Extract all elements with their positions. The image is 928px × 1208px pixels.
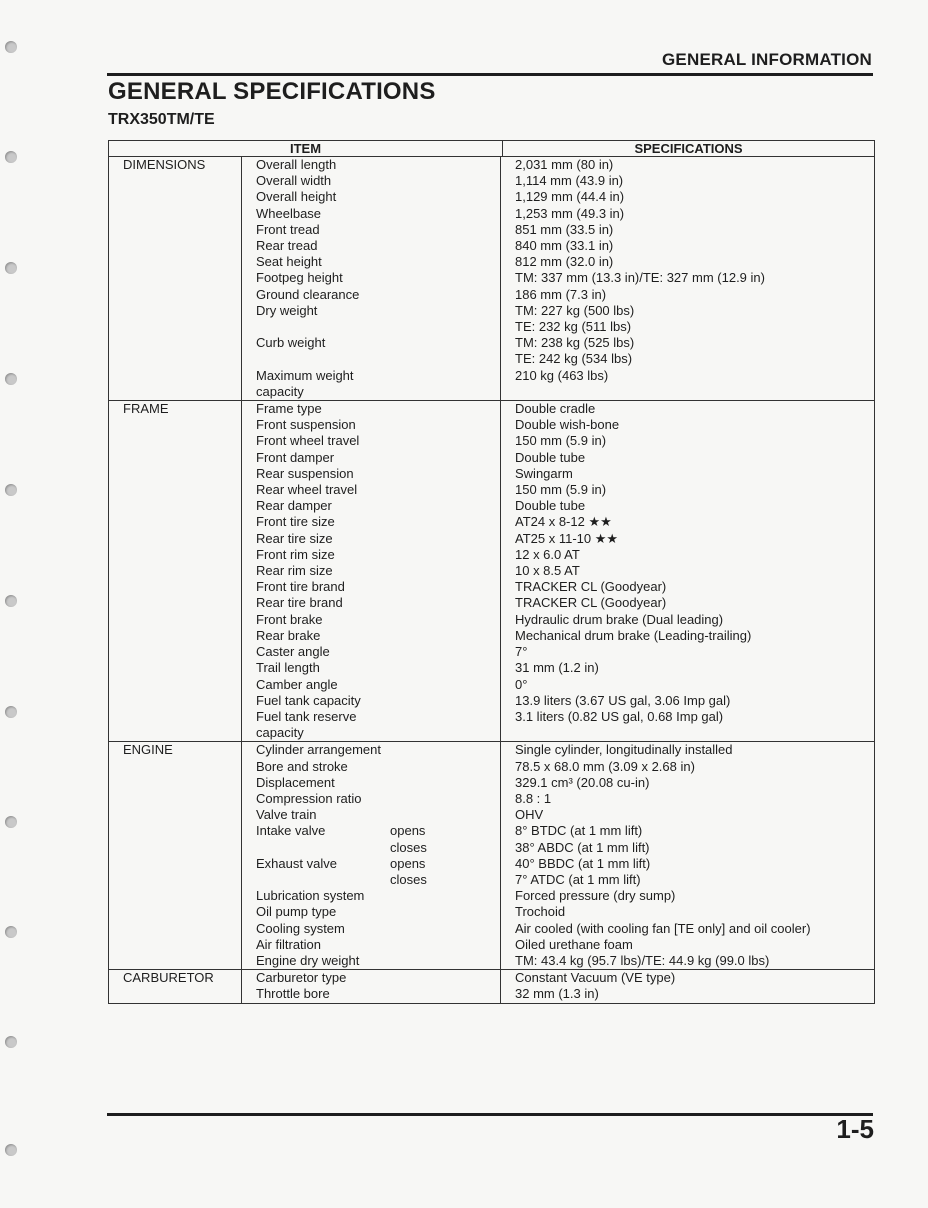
spec-cell: 3.1 liters (0.82 US gal, 0.68 Imp gal)	[515, 708, 724, 724]
item-label: Curb weight	[256, 335, 326, 351]
item-sublabel: closes	[390, 839, 427, 855]
spec-cell: TE: 232 kg (511 lbs)	[515, 319, 632, 335]
spec-cell: Oiled urethane foam	[515, 936, 633, 952]
item-cell	[242, 953, 501, 969]
spec-cell: Double cradle	[515, 401, 596, 417]
item-label: Front damper	[256, 449, 335, 465]
item-sublabel	[390, 660, 500, 676]
table-row	[242, 450, 874, 466]
item-label	[256, 319, 390, 335]
item-cell	[242, 693, 501, 709]
item-cell	[242, 270, 501, 286]
spec-cell: 210 kg (463 lbs)	[515, 367, 609, 383]
table-row	[242, 660, 874, 676]
item-sublabel	[390, 335, 500, 351]
item-sublabel	[390, 612, 500, 628]
table-row	[242, 514, 874, 530]
item-label: Lubrication system	[256, 888, 365, 904]
item-cell	[242, 417, 501, 433]
item-label: Front tire size	[256, 514, 335, 530]
table-group	[109, 742, 874, 970]
item-label: Dry weight	[256, 302, 318, 318]
spec-cell: 13.9 liters (3.67 US gal, 3.06 Imp gal)	[515, 692, 731, 708]
spec-cell: Double tube	[515, 498, 586, 514]
table-row	[242, 791, 874, 807]
table-row	[242, 970, 874, 986]
spec-cell: 1,253 mm (49.3 in)	[515, 205, 625, 221]
item-sublabel	[390, 759, 500, 775]
spec-cell: TM: 337 mm (13.3 in)/TE: 327 mm (12.9 in)	[515, 270, 765, 286]
table-row	[242, 856, 874, 872]
column-header-item: ITEM	[109, 141, 503, 156]
spec-cell: TE: 242 kg (534 lbs)	[515, 351, 633, 367]
item-sublabel	[390, 628, 500, 644]
item-cell	[242, 335, 501, 351]
item-sublabel	[390, 254, 500, 270]
item-sublabel	[390, 303, 500, 319]
spec-cell: Forced pressure (dry sump)	[515, 888, 676, 904]
table-row	[242, 254, 874, 270]
table-row	[242, 937, 874, 953]
item-sublabel	[390, 206, 500, 222]
item-cell	[242, 482, 501, 498]
table-row	[242, 466, 874, 482]
item-label: Ground clearance	[256, 286, 360, 302]
item-label: Front tire brand	[256, 579, 345, 595]
spec-cell: 150 mm (5.9 in)	[515, 482, 607, 498]
binder-hole	[5, 816, 17, 828]
item-label	[256, 840, 390, 856]
item-sublabel	[390, 270, 500, 286]
page-title: GENERAL SPECIFICATIONS	[108, 78, 436, 105]
spec-cell: 812 mm (32.0 in)	[515, 254, 614, 270]
item-label: Throttle bore	[256, 986, 330, 1002]
item-sublabel: closes	[390, 871, 427, 887]
item-sublabel	[390, 401, 500, 417]
table-row	[242, 628, 874, 644]
spec-cell: 329.1 cm³ (20.08 cu-in)	[515, 774, 650, 790]
item-sublabel	[390, 498, 500, 514]
table-row	[242, 270, 874, 286]
table-row	[242, 287, 874, 303]
binder-hole	[5, 41, 17, 53]
table-body	[109, 157, 874, 1003]
item-sublabel	[390, 579, 500, 595]
item-cell	[242, 823, 501, 839]
spec-cell: 32 mm (1.3 in)	[515, 986, 599, 1002]
item-cell	[242, 986, 501, 1002]
item-cell	[242, 433, 501, 449]
item-sublabel	[390, 157, 500, 173]
item-label: Rear tread	[256, 238, 318, 254]
item-sublabel	[390, 222, 500, 238]
item-cell	[242, 921, 501, 937]
item-label: Overall length	[256, 157, 337, 172]
item-label: Displacement	[256, 774, 335, 790]
item-sublabel	[390, 970, 500, 986]
item-label	[256, 872, 390, 888]
table-row	[242, 775, 874, 791]
table-group	[109, 157, 874, 401]
spec-cell: 150 mm (5.9 in)	[515, 433, 607, 449]
spec-cell: 10 x 8.5 AT	[515, 563, 580, 579]
item-cell	[242, 888, 501, 904]
item-label: Trail length	[256, 660, 320, 676]
item-label: Overall width	[256, 173, 332, 189]
table-header	[109, 141, 874, 157]
item-sublabel: opens	[390, 855, 426, 871]
item-cell	[242, 206, 501, 222]
column-header-specifications: SPECIFICATIONS	[634, 141, 743, 156]
item-sublabel	[390, 888, 500, 904]
item-label: Air filtration	[256, 936, 322, 952]
item-cell	[242, 628, 501, 644]
item-label: Rear tire size	[256, 530, 333, 546]
table-row	[242, 953, 874, 969]
item-sublabel	[390, 482, 500, 498]
item-label: Compression ratio	[256, 790, 362, 806]
item-sublabel	[390, 450, 500, 466]
item-sublabel: opens	[390, 823, 426, 839]
item-label: Wheelbase	[256, 205, 322, 221]
item-cell	[242, 612, 501, 628]
spec-cell: TRACKER CL (Goodyear)	[515, 579, 667, 595]
table-row	[242, 677, 874, 693]
binder-hole	[5, 926, 17, 938]
table-row	[242, 547, 874, 563]
item-label: Cylinder arrangement	[256, 742, 382, 758]
spec-cell: 2,031 mm (80 in)	[515, 157, 614, 172]
item-cell	[242, 791, 501, 807]
item-sublabel	[390, 904, 500, 920]
item-cell	[242, 759, 501, 775]
item-sublabel	[390, 368, 500, 400]
binder-hole	[5, 262, 17, 274]
binder-hole	[5, 1144, 17, 1156]
item-cell	[242, 514, 501, 530]
item-cell	[242, 872, 501, 888]
binder-hole	[5, 484, 17, 496]
item-sublabel	[390, 417, 500, 433]
model-title: TRX350TM/TE	[108, 111, 215, 128]
spec-cell: 31 mm (1.2 in)	[515, 660, 599, 676]
item-label: Footpeg height	[256, 270, 343, 286]
item-sublabel	[390, 693, 500, 709]
table-row	[242, 433, 874, 449]
table-group	[109, 401, 874, 742]
item-cell	[242, 222, 501, 238]
item-sublabel	[390, 466, 500, 482]
spec-cell: 12 x 6.0 AT	[515, 546, 580, 562]
spec-cell: AT24 x 8-12 ★★	[515, 514, 612, 530]
item-cell	[242, 368, 501, 400]
table-row	[242, 482, 874, 498]
item-label	[256, 351, 390, 367]
table-row	[242, 579, 874, 595]
table-row	[242, 303, 874, 319]
item-sublabel	[390, 644, 500, 660]
table-row	[242, 759, 874, 775]
item-label: Rear tire brand	[256, 595, 343, 611]
item-cell	[242, 450, 501, 466]
spec-cell: TM: 238 kg (525 lbs)	[515, 335, 635, 351]
item-cell	[242, 254, 501, 270]
item-sublabel	[390, 189, 500, 205]
item-sublabel	[390, 775, 500, 791]
item-cell	[242, 498, 501, 514]
item-sublabel	[390, 433, 500, 449]
item-sublabel	[390, 953, 500, 969]
spec-cell: 8° BTDC (at 1 mm lift)	[515, 823, 643, 839]
table-row	[242, 742, 874, 758]
item-cell	[242, 660, 501, 676]
table-group	[109, 970, 874, 1002]
item-cell	[242, 970, 501, 986]
item-cell	[242, 840, 501, 856]
item-sublabel	[390, 531, 500, 547]
item-cell	[242, 531, 501, 547]
table-row	[242, 807, 874, 823]
item-label: Frame type	[256, 401, 322, 417]
binder-hole	[5, 373, 17, 385]
item-cell	[242, 563, 501, 579]
item-label: Front rim size	[256, 546, 335, 562]
item-sublabel	[390, 986, 500, 1002]
spec-cell: OHV	[515, 807, 544, 823]
item-sublabel	[390, 563, 500, 579]
item-cell	[242, 742, 501, 758]
item-label: Rear suspension	[256, 465, 354, 481]
table-row	[242, 206, 874, 222]
table-row	[242, 238, 874, 254]
item-label: Front suspension	[256, 417, 356, 433]
item-cell	[242, 595, 501, 611]
spec-cell: Double tube	[515, 449, 586, 465]
spec-cell: 1,114 mm (43.9 in)	[515, 173, 624, 189]
item-sublabel	[390, 238, 500, 254]
item-label: Cooling system	[256, 920, 345, 936]
table-row	[242, 531, 874, 547]
table-row	[242, 335, 874, 351]
spec-cell: AT25 x 11-10 ★★	[515, 530, 619, 546]
table-row	[242, 840, 874, 856]
section-header: GENERAL INFORMATION	[662, 50, 872, 69]
spec-cell: 7°	[515, 644, 528, 660]
item-cell	[242, 547, 501, 563]
item-sublabel	[390, 514, 500, 530]
item-label: Oil pump type	[256, 904, 337, 920]
table-row	[242, 351, 874, 367]
spec-cell: TM: 227 kg (500 lbs)	[515, 302, 635, 318]
item-label: Front tread	[256, 221, 320, 237]
item-cell	[242, 351, 501, 367]
item-sublabel	[390, 547, 500, 563]
item-sublabel	[390, 709, 500, 741]
spec-cell: 186 mm (7.3 in)	[515, 286, 607, 302]
table-row	[242, 319, 874, 335]
table-row	[242, 401, 874, 417]
binder-hole	[5, 151, 17, 163]
spec-cell: TM: 43.4 kg (95.7 lbs)/TE: 44.9 kg (99.0 lbs)	[515, 952, 770, 968]
item-sublabel	[390, 807, 500, 823]
item-label: Valve train	[256, 807, 317, 823]
item-label: Rear rim size	[256, 563, 333, 579]
table-row	[242, 693, 874, 709]
table-row	[242, 368, 874, 400]
item-label: Rear wheel travel	[256, 482, 358, 498]
item-cell	[242, 401, 501, 417]
group-rows	[242, 970, 874, 1002]
top-rule	[107, 73, 873, 76]
table-row	[242, 417, 874, 433]
item-label: Caster angle	[256, 644, 330, 660]
item-cell	[242, 579, 501, 595]
item-cell	[242, 303, 501, 319]
table-row	[242, 644, 874, 660]
item-label: Maximum weight capacity	[256, 367, 354, 399]
table-row	[242, 612, 874, 628]
item-label: Fuel tank capacity	[256, 692, 361, 708]
spec-cell: Constant Vacuum (VE type)	[515, 970, 676, 986]
item-cell	[242, 904, 501, 920]
group-rows	[242, 742, 874, 969]
group-name: ENGINE	[109, 742, 242, 969]
item-cell	[242, 287, 501, 303]
spec-cell: Swingarm	[515, 465, 573, 481]
item-cell	[242, 466, 501, 482]
table-row	[242, 157, 874, 173]
spec-cell: 851 mm (33.5 in)	[515, 221, 614, 237]
spec-cell: 38° ABDC (at 1 mm lift)	[515, 839, 650, 855]
item-cell	[242, 807, 501, 823]
spec-cell: 8.8 : 1	[515, 790, 552, 806]
item-label: Camber angle	[256, 676, 338, 692]
table-row	[242, 888, 874, 904]
spec-cell: Single cylinder, longitudinally installed	[515, 742, 733, 758]
spec-cell: 7° ATDC (at 1 mm lift)	[515, 871, 641, 887]
table-row	[242, 921, 874, 937]
spec-cell: Double wish-bone	[515, 417, 620, 433]
item-label: Overall height	[256, 189, 337, 205]
table-row	[242, 595, 874, 611]
table-row	[242, 189, 874, 205]
item-sublabel	[390, 791, 500, 807]
item-sublabel	[390, 937, 500, 953]
spec-cell: 0°	[515, 676, 528, 692]
spec-cell: 840 mm (33.1 in)	[515, 238, 614, 254]
item-sublabel	[390, 287, 500, 303]
table-row	[242, 872, 874, 888]
item-cell	[242, 189, 501, 205]
item-label: Front brake	[256, 611, 323, 627]
item-cell	[242, 856, 501, 872]
item-cell	[242, 775, 501, 791]
spec-cell: 78.5 x 68.0 mm (3.09 x 2.68 in)	[515, 758, 695, 774]
item-label: Engine dry weight	[256, 952, 360, 968]
item-sublabel	[390, 319, 500, 335]
group-rows	[242, 401, 874, 741]
item-sublabel	[390, 351, 500, 367]
spec-table	[108, 140, 875, 1004]
spec-cell: 1,129 mm (44.4 in)	[515, 189, 625, 205]
table-row	[242, 563, 874, 579]
binder-hole	[5, 595, 17, 607]
group-name: CARBURETOR	[109, 970, 242, 1002]
binder-hole	[5, 706, 17, 718]
item-cell	[242, 644, 501, 660]
table-row	[242, 986, 874, 1002]
item-cell	[242, 937, 501, 953]
table-row	[242, 823, 874, 839]
item-label: Rear damper	[256, 498, 332, 514]
spec-cell: Hydraulic drum brake (Dual leading)	[515, 611, 724, 627]
item-label: Intake valve	[256, 823, 326, 839]
page-number: 1-5	[836, 1114, 874, 1144]
item-sublabel	[390, 173, 500, 189]
item-cell	[242, 173, 501, 189]
spec-cell: TRACKER CL (Goodyear)	[515, 595, 667, 611]
table-row	[242, 173, 874, 189]
item-label: Rear brake	[256, 627, 321, 643]
item-label: Bore and stroke	[256, 758, 348, 774]
item-label: Seat height	[256, 254, 322, 270]
spec-cell: Mechanical drum brake (Leading-trailing)	[515, 627, 752, 643]
table-row	[242, 709, 874, 741]
item-sublabel	[390, 677, 500, 693]
spec-cell: 40° BBDC (at 1 mm lift)	[515, 855, 651, 871]
item-label: Fuel tank reserve capacity	[256, 708, 357, 741]
group-rows	[242, 157, 874, 400]
item-label: Front wheel travel	[256, 433, 360, 449]
item-cell	[242, 677, 501, 693]
spec-cell: Air cooled (with cooling fan [TE only] and oil cooler)	[515, 920, 811, 936]
table-row	[242, 904, 874, 920]
group-name: DIMENSIONS	[109, 157, 242, 400]
item-label: Carburetor type	[256, 970, 347, 986]
item-sublabel	[390, 742, 500, 758]
item-sublabel	[390, 921, 500, 937]
item-cell	[242, 319, 501, 335]
binder-hole	[5, 1036, 17, 1048]
group-name: FRAME	[109, 401, 242, 741]
item-cell	[242, 709, 501, 741]
table-row	[242, 222, 874, 238]
spec-cell: Trochoid	[515, 904, 566, 920]
bottom-rule	[107, 1113, 873, 1116]
table-row	[242, 498, 874, 514]
item-cell	[242, 157, 501, 173]
item-sublabel	[390, 595, 500, 611]
item-label: Exhaust valve	[256, 855, 337, 871]
item-cell	[242, 238, 501, 254]
